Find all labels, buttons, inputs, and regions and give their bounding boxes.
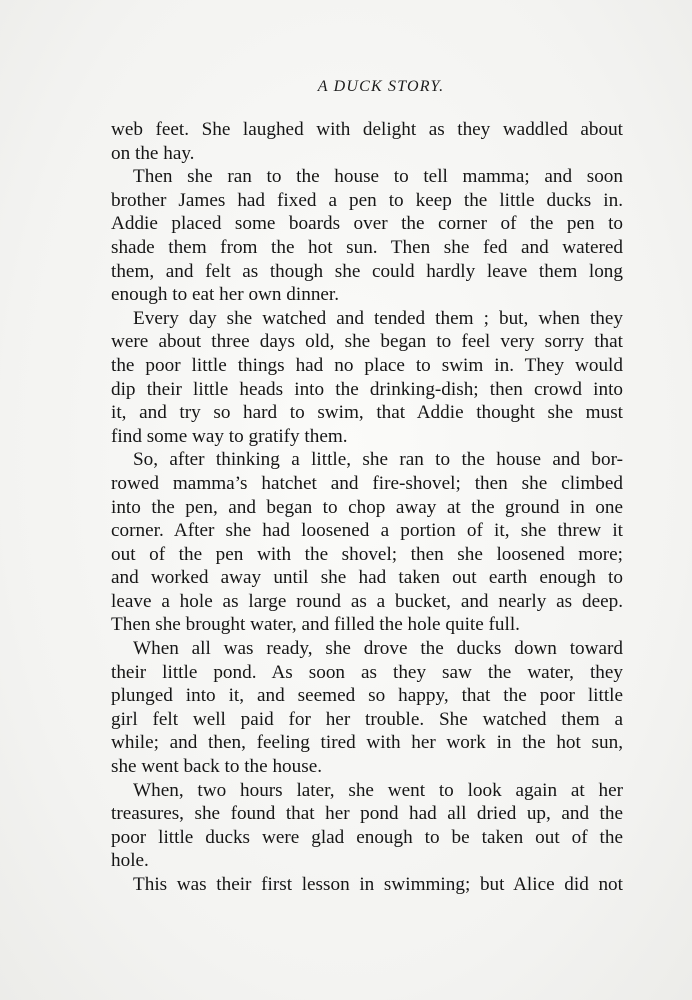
text-line: girl felt well paid for her trouble. She watched them a bbox=[111, 708, 623, 730]
text-line: When, two hours later, she went to look again at her bbox=[133, 779, 623, 801]
text-line: them, and felt as though she could hardly leave them long bbox=[111, 260, 623, 282]
text-line: rowed mamma’s hatchet and fire-shovel; then she climbed bbox=[111, 472, 623, 494]
text-line: their little pond. As soon as they saw the water, they bbox=[111, 661, 623, 683]
text-line: web feet. She laughed with delight as they waddled about bbox=[111, 119, 623, 140]
text-line: enough to eat her own dinner. bbox=[111, 284, 340, 306]
body-text bbox=[111, 118, 623, 897]
text-line: hole. bbox=[111, 850, 149, 872]
text-line: the poor little things had no place to swim in. They would bbox=[111, 354, 623, 376]
text-line: So, after thinking a little, she ran to the house and bor- bbox=[133, 449, 623, 471]
text-line: This was their first lesson in swimming; but Alice did not bbox=[133, 874, 623, 895]
text-line: Then she brought water, and filled the hole quite full. bbox=[111, 614, 520, 636]
text-line: Then she ran to the house to tell mamma; and soon bbox=[133, 166, 623, 188]
paragraph-6 bbox=[111, 779, 623, 873]
text-line: plunged into it, and seemed so happy, that the poor little bbox=[111, 685, 623, 707]
running-head: A DUCK STORY. bbox=[317, 78, 445, 95]
text-line: were about three days old, she began to feel very sorry that bbox=[111, 331, 623, 353]
paragraph-4 bbox=[111, 448, 623, 637]
text-line: shade them from the hot sun. Then she fed and watered bbox=[111, 236, 623, 258]
paragraph-1 bbox=[111, 118, 623, 165]
paragraph-2 bbox=[111, 165, 623, 307]
text-line: Addie placed some boards over the corner of the pen to bbox=[111, 213, 623, 235]
paragraph-5 bbox=[111, 637, 623, 779]
text-line: she went back to the house. bbox=[111, 756, 323, 778]
text-line: into the pen, and began to chop away at the ground in one bbox=[111, 496, 623, 518]
text-line: while; and then, feeling tired with her work in the hot sun, bbox=[111, 732, 623, 754]
text-line: poor little ducks were glad enough to be taken out of the bbox=[111, 826, 623, 848]
text-line: leave a hole as large round as a bucket, and nearly as deep. bbox=[111, 590, 623, 612]
paragraph-3 bbox=[111, 307, 623, 449]
text-line: find some way to gratify them. bbox=[111, 425, 348, 447]
text-line: on the hay. bbox=[111, 142, 195, 164]
text-line: corner. After she had loosened a portion of it, she threw it bbox=[111, 520, 623, 542]
text-line: Every day she watched and tended them ; but, when they bbox=[133, 307, 623, 329]
text-line: it, and try so hard to swim, that Addie thought she must bbox=[111, 402, 623, 424]
text-line: treasures, she found that her pond had all dried up, and the bbox=[111, 803, 623, 825]
text-line: dip their little heads into the drinking-dish; then crowd into bbox=[111, 378, 623, 400]
text-line: out of the pen with the shovel; then she loosened more; bbox=[111, 543, 623, 565]
text-line: When all was ready, she drove the ducks down toward bbox=[133, 638, 623, 660]
text-line: and worked away until she had taken out earth enough to bbox=[111, 567, 623, 589]
text-line: brother James had fixed a pen to keep the little ducks in. bbox=[111, 189, 623, 211]
paragraph-7 bbox=[111, 873, 623, 897]
